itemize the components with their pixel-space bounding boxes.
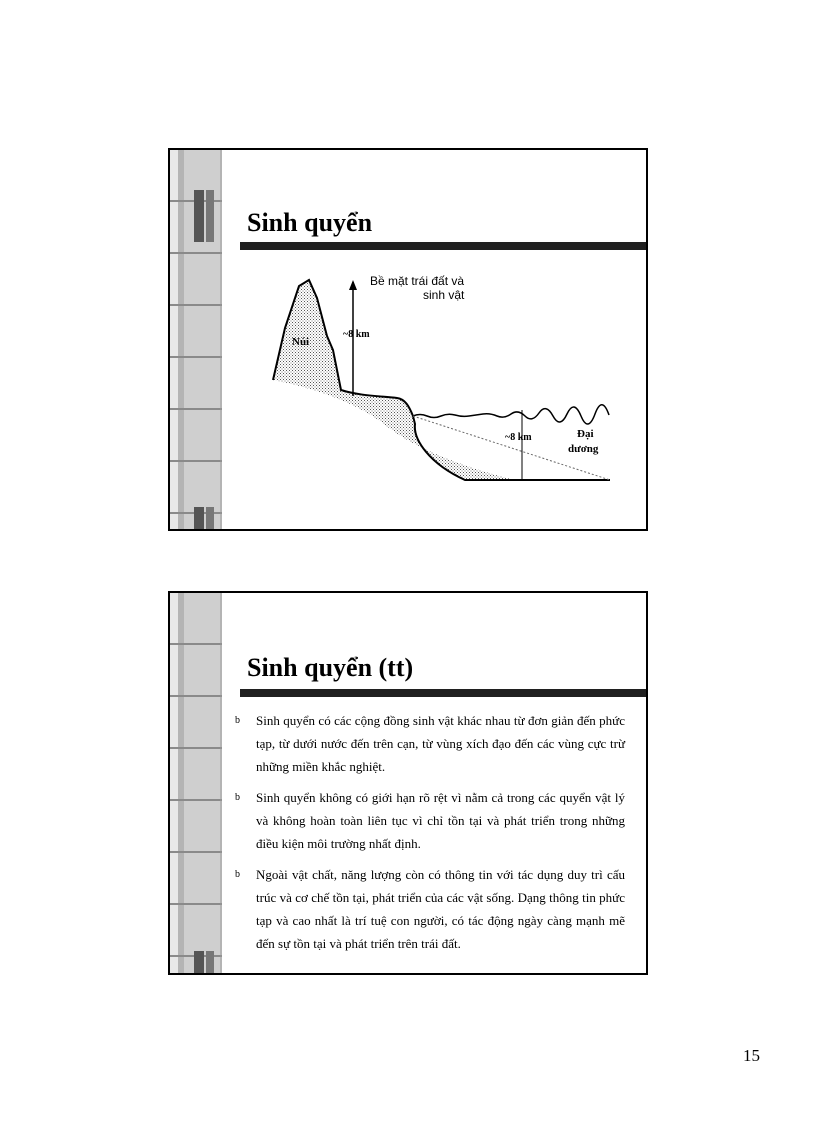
ocean-label-1: Đại xyxy=(577,428,594,440)
mountain-shape xyxy=(273,280,515,480)
slide-1 xyxy=(168,148,648,531)
bullet-marker: b xyxy=(235,715,240,726)
bullet-item xyxy=(235,786,625,855)
mountain-label: Núi xyxy=(292,336,310,348)
bullet-text: Ngoài vật chất, năng lượng còn có thông tin với tác dụng duy trì cấu trúc và cơ chế tồn tại, phát triển của các vật sống. Dạng thông tin phức tạp và cao nhất là trí tuệ con người, có tác động ngày càng mạnh mẽ đến sự tồn tại và phát triển trên trái đất. xyxy=(256,867,625,951)
sea-surface-line xyxy=(413,405,609,424)
altitude-arrow-head xyxy=(349,280,357,290)
slide-title: Sinh quyển (tt) xyxy=(247,653,414,682)
ocean-depth-label: ~8 km xyxy=(505,432,532,443)
mountain-height-label: ~8 km xyxy=(343,329,370,340)
bullet-text: Sinh quyển có các cộng đồng sinh vật khác nhau từ đơn giản đến phức tạp, từ dưới nước đến trên cạn, từ vùng xích đạo đến các vùng cực trừ những miền khắc nghiệt. xyxy=(256,713,625,774)
title-underline-bar xyxy=(240,689,646,697)
decorative-sidebar xyxy=(170,150,222,531)
bullet-item xyxy=(235,863,625,955)
ocean-label-2: dương xyxy=(568,443,599,455)
slide-2 xyxy=(168,591,648,975)
bullet-item xyxy=(235,709,625,778)
page-number: 15 xyxy=(743,1046,760,1065)
bullet-text: Sinh quyển không có giới hạn rõ rệt vì nằm cả trong các quyển vật lý và không hoàn toàn liên tục vì chỉ tồn tại và phát triển trong những điều kiện môi trường nhất định. xyxy=(256,790,625,851)
decorative-sidebar xyxy=(170,593,222,975)
biosphere-diagram xyxy=(265,268,625,488)
bullet-list xyxy=(235,709,625,963)
bullet-marker: b xyxy=(235,792,240,803)
bullet-marker: b xyxy=(235,869,240,880)
surface-label-1: Bề mặt trái đất và xyxy=(370,274,465,288)
slide-title: Sinh quyển xyxy=(247,208,373,237)
surface-label-2: sinh vật xyxy=(423,288,465,302)
title-underline-bar xyxy=(240,242,646,250)
